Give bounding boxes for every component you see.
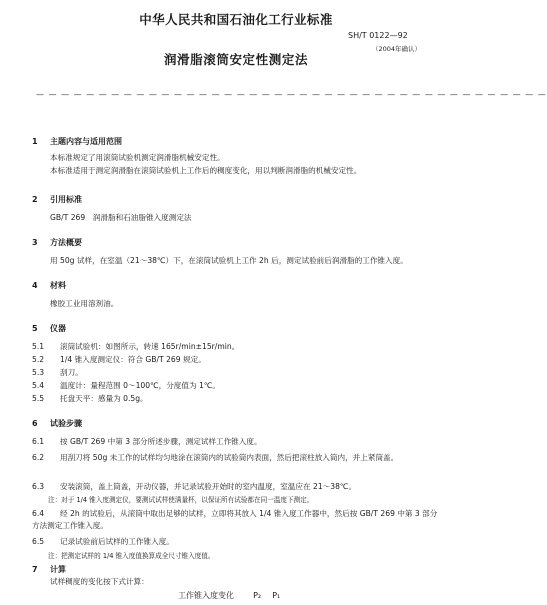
list-item — [32, 354, 206, 365]
formula-label: 工作锥入度变化 — [178, 591, 234, 600]
section-title: 仪器 — [50, 324, 66, 333]
item-text: 用刮刀将 50g 未工作的试样均匀地涂在滚筒内的试验筒内表面，然后把滚柱放入筒内，并上紧筒盖。 — [60, 453, 399, 462]
item-text: 记录试验前后试样的工作锥入度。 — [60, 537, 174, 546]
adopted-note: （2004年确认） — [372, 45, 422, 53]
note: 注：把测定试样的 1/4 锥入度值换算成全尺寸锥入度值。 — [48, 552, 215, 560]
item-number: 6.3 — [32, 482, 45, 491]
item-number: 5.3 — [32, 368, 45, 377]
section-heading — [32, 194, 82, 205]
list-item — [32, 380, 220, 391]
section-title: 主题内容与适用范围 — [50, 137, 122, 146]
item-number: 6.4 — [32, 509, 45, 518]
section-number: 6 — [32, 419, 38, 428]
section-number: 3 — [32, 238, 38, 247]
item-number: 6.1 — [32, 437, 45, 446]
section-heading — [32, 237, 82, 248]
section-heading — [32, 136, 122, 147]
section-heading — [32, 418, 82, 429]
section-title: 计算 — [50, 565, 66, 574]
reference-standard: GB/T 269 润滑脂和石油脂锥入度测定法 — [50, 213, 192, 222]
section-title: 材料 — [50, 281, 66, 290]
section-title: 引用标准 — [50, 195, 82, 204]
section-number: 4 — [32, 281, 38, 290]
item-number: 6.5 — [32, 537, 45, 546]
item-text: 1/4 锥入度测定仪：符合 GB/T 269 规定。 — [60, 355, 206, 364]
section-number: 2 — [32, 195, 38, 204]
list-item — [32, 367, 83, 378]
section-number: 5 — [32, 324, 38, 333]
item-number: 5.1 — [32, 342, 45, 351]
section-number: 1 — [32, 137, 38, 146]
section-heading — [32, 564, 66, 575]
divider-dashes: — — — — — — — — — — — — — — — — — — — — — — — — — — — — — — — — — — — — — — — — — — [36, 90, 547, 99]
item-text: 托盘天平：感量为 0.5g。 — [60, 394, 148, 403]
item-text: 温度计：量程范围 0～100℃，分度值为 1℃。 — [60, 381, 220, 390]
item-text: 安装滚筒，盖上筒盖，开动仪器，并记录试验开始时的室内温度，室温应在 21～38℃。 — [60, 482, 357, 491]
list-item — [32, 452, 442, 464]
note: 注：对于 1/4 锥入度测定仪，要测试试样使满量杯，以保证所有试验都在同一温度下测定。 — [48, 496, 314, 504]
standard-name: 中华人民共和国石油化工行业标准 — [139, 12, 333, 27]
section-number: 7 — [32, 565, 38, 574]
section-title: 方法概要 — [50, 238, 82, 247]
item-number: 5.4 — [32, 381, 45, 390]
item-text: 按 GB/T 269 中第 3 部分所述步骤，测定试样工作锥入度。 — [60, 437, 262, 446]
paragraph: 用 50g 试样，在室温（21～38℃）下，在滚筒试验机上工作 2h 后，测定试验前后润滑脂的工作锥入度。 — [50, 256, 408, 265]
formula-term-p2: P₂ — [253, 591, 262, 600]
list-item — [32, 393, 148, 404]
paragraph: 本标准适用于测定润滑脂在滚筒试验机上工作后的稠度变化，用以判断润滑脂的机械安定性。 — [50, 166, 362, 175]
paragraph: 本标准规定了用滚筒试验机测定润滑脂机械安定性。 — [50, 153, 225, 162]
list-item — [32, 536, 174, 547]
section-heading — [32, 323, 66, 334]
paragraph: 橡胶工业用溶剂油。 — [50, 299, 119, 308]
item-text: 经 2h 的试验后，从滚筒中取出足够的试样，立即将其放入 1/4 锥入度工作器中，然后按 GB/T 269 中第 3 部分方法测定工作锥入度。 — [32, 509, 438, 530]
item-number: 5.2 — [32, 355, 45, 364]
section-heading — [32, 280, 66, 291]
formula-term-p1: P₁ — [272, 591, 281, 600]
list-item — [32, 436, 262, 447]
list-item — [32, 341, 239, 352]
document-title: 润滑脂滚筒安定性测定法 — [163, 52, 309, 67]
item-text: 滚筒试验机：如图所示，转速 165r/min±15r/min。 — [60, 342, 240, 351]
item-text: 刮刀。 — [60, 368, 83, 377]
standard-code: SH/T 0122—92 — [348, 31, 408, 40]
list-item — [32, 481, 356, 492]
formula — [178, 590, 280, 601]
paragraph: 试样稠度的变化按下式计算： — [50, 577, 149, 586]
section-title: 试验步骤 — [50, 419, 82, 428]
list-item — [32, 508, 442, 532]
item-number: 5.5 — [32, 394, 45, 403]
item-number: 6.2 — [32, 453, 45, 462]
